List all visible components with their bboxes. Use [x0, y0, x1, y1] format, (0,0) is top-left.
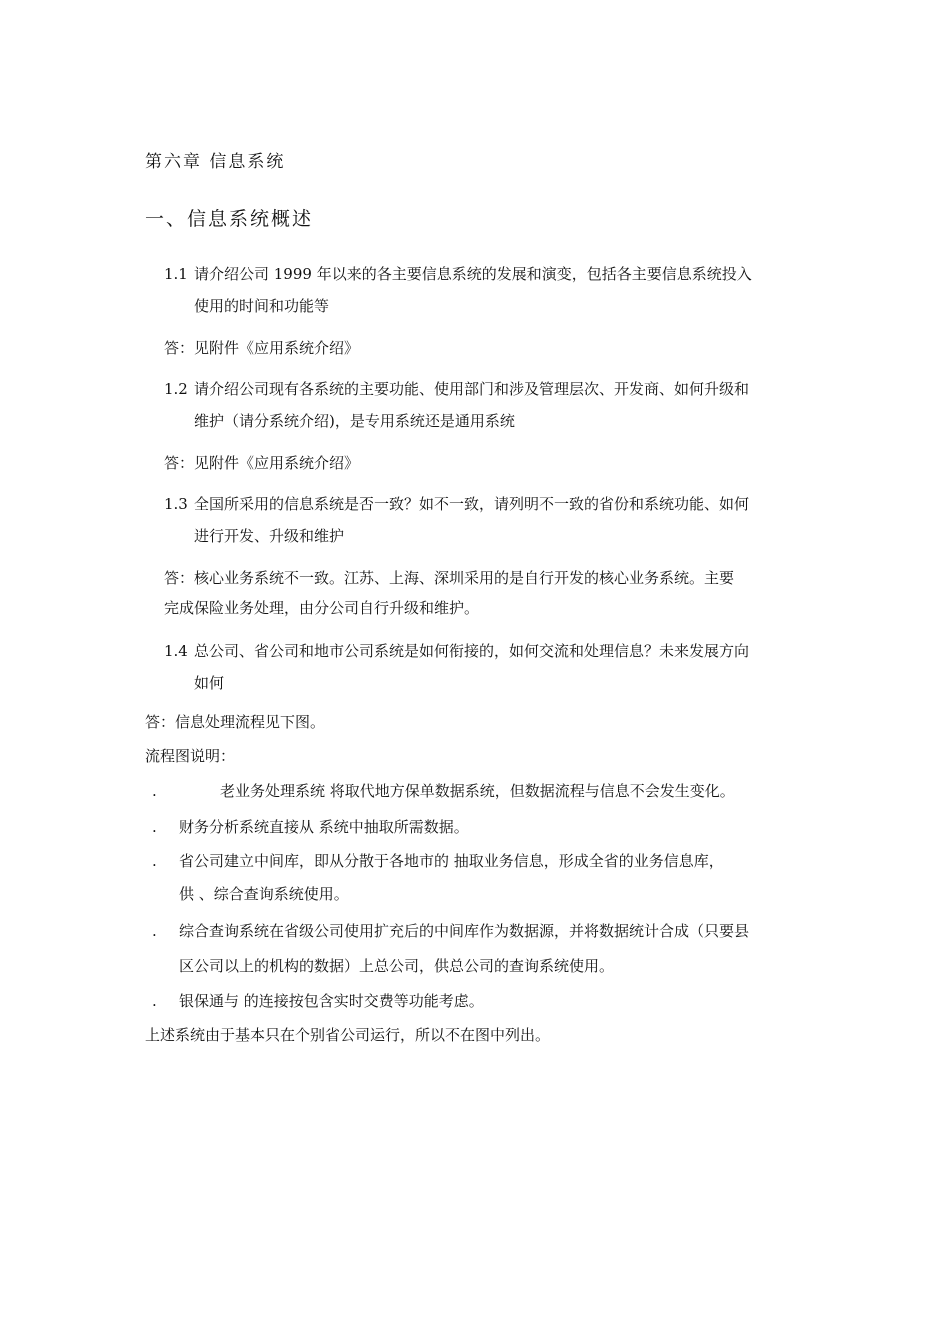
question-text: 使用的时间和功能等	[194, 297, 330, 315]
bullet-text: 供 、综合查询系统使用。	[179, 885, 349, 903]
bullet-text: 银保通与 的连接按包含实时交费等功能考虑。	[179, 992, 484, 1010]
bullet-dot: .	[152, 782, 157, 800]
section-title: 一、信息系统概述	[145, 208, 314, 230]
bullet-text: 综合查询系统在省级公司使用扩充后的中间库作为数据源，并将数据统计合成（只要县	[179, 922, 750, 940]
question-text: 维护（请分系统介绍)，是专用系统还是通用系统	[194, 412, 515, 430]
bullet-text: 省公司建立中间库，即从分散于各地市的 抽取业务信息，形成全省的业务信息库，	[179, 852, 724, 870]
bullet-text: 财务分析系统直接从 系统中抽取所需数据。	[179, 818, 469, 836]
bullet-dot: .	[152, 818, 157, 836]
answer-text: 答：信息处理流程见下图。	[145, 713, 326, 731]
bullet-dot: .	[152, 992, 157, 1010]
chapter-title: 第六章 信息系统	[145, 152, 286, 172]
question-text: 总公司、省公司和地市公司系统是如何衔接的，如何交流和处理信息？未来发展方向	[194, 642, 750, 660]
bullet-text: 老业务处理系统 将取代地方保单数据系统，但数据流程与信息不会发生变化。	[220, 782, 735, 800]
question-number: 1.4	[164, 642, 188, 660]
flowchart-label: 流程图说明：	[145, 747, 236, 765]
bullet-text: 区公司以上的机构的数据）上总公司，供总公司的查询系统使用。	[179, 957, 615, 975]
closing-note: 上述系统由于基本只在个别省公司运行，所以不在图中列出。	[145, 1026, 551, 1044]
question-text: 进行开发、升级和维护	[194, 527, 345, 545]
question-text: 请介绍公司 1999 年以来的各主要信息系统的发展和演变，包括各主要信息系统投入	[194, 265, 752, 283]
question-number: 1.3	[164, 495, 188, 513]
bullet-dot: .	[152, 852, 157, 870]
question-text: 如何	[194, 674, 225, 692]
question-text: 全国所采用的信息系统是否一致？如不一致，请列明不一致的省份和系统功能、如何	[194, 495, 750, 513]
answer-text: 答：见附件《应用系统介绍》	[164, 339, 360, 357]
bullet-dot: .	[152, 922, 157, 940]
answer-text: 完成保险业务处理，由分公司自行升级和维护。	[164, 599, 480, 617]
answer-text: 答：核心业务系统不一致。江苏、上海、深圳采用的是自行开发的核心业务系统。主要	[164, 569, 735, 587]
question-number: 1.2	[164, 380, 188, 398]
question-text: 请介绍公司现有各系统的主要功能、使用部门和涉及管理层次、开发商、如何升级和	[194, 380, 750, 398]
question-number: 1.1	[164, 265, 188, 283]
answer-text: 答：见附件《应用系统介绍》	[164, 454, 360, 472]
